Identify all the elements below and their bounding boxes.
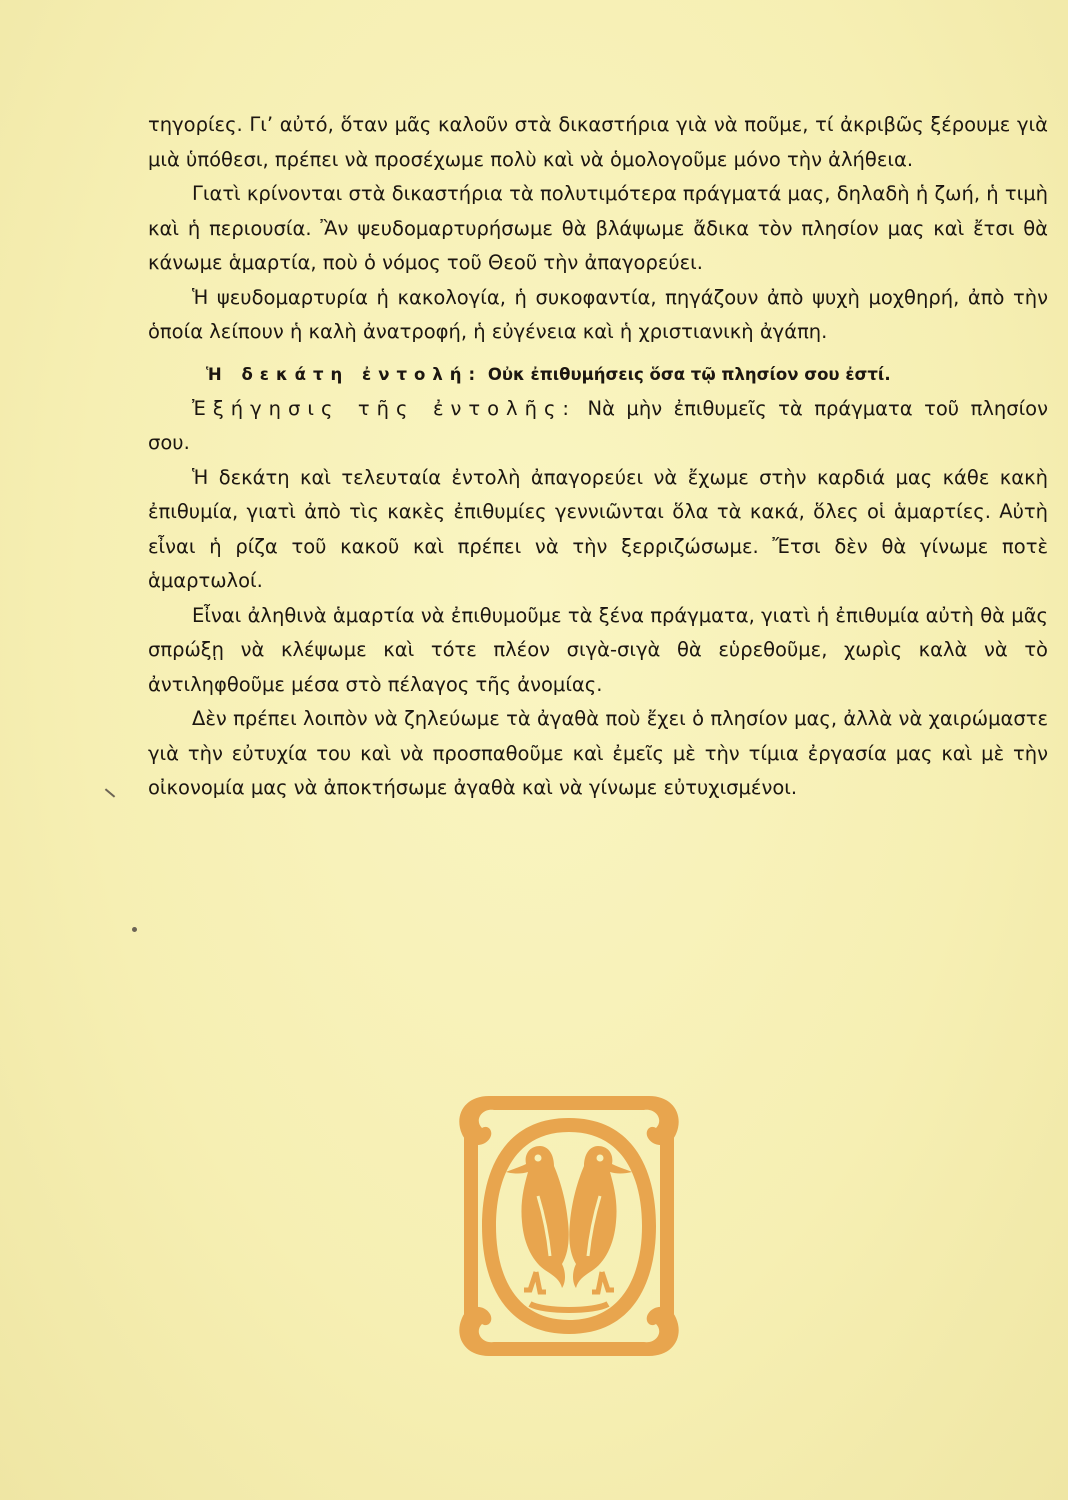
paragraph-4: Ἡ δεκάτη καὶ τελευταία ἐντολὴ ἀπαγορεύει νὰ ἔχωμε στὴν καρδιά μας κάθε κακὴ ἐπιθυμία, γιατὶ ἀπὸ τὶς κακὲς ἐπιθυμίες γεννιῶνται ὅλα τὰ κακά, ὅλες οἱ ἁμαρτίες. Αὐτὴ εἶναι ἡ ρίζα τοῦ κακοῦ καὶ πρέπει νὰ τὴν ξερριζώσωμε. Ἔτσι δὲν θὰ γίνωμε ποτὲ ἁμαρτωλοί. bbox=[148, 465, 1048, 592]
explanation bbox=[148, 392, 1048, 461]
commandment-text: Οὐκ ἐπιθυμήσεις ὅσα τῷ πλησίον σου ἐστί. bbox=[487, 364, 891, 384]
paragraph-2: Γιατὶ κρίνονται στὰ δικαστήρια τὰ πολυτιμότερα πράγματά μας, δηλαδὴ ἡ ζωή, ἡ τιμὴ καὶ ἡ περιουσία. Ἂν ψευδομαρτυρήσωμε θὰ βλάψωμε ἄδικα τὸν πλησίον μας καὶ ἔτσι θὰ κάνωμε ἁμαρτία, ποὺ ὁ νόμος τοῦ Θεοῦ τὴν ἀπαγορεύει. bbox=[148, 182, 1048, 274]
explanation-label: Ἐξήγησις τῆς ἐντολῆς: bbox=[192, 396, 576, 420]
margin-mark bbox=[105, 788, 115, 797]
paragraph-5: Εἶναι ἀληθινὰ ἁμαρτία νὰ ἐπιθυμοῦμε τὰ ξένα πράγματα, γιατὶ ἡ ἐπιθυμία αὐτὴ θὰ μᾶς σπρώξῃ νὰ κλέψωμε καὶ τότε πλέον σιγὰ-σιγὰ θὰ εὑρεθοῦμε, χωρὶς καλὰ νὰ τὸ ἀντιληφθοῦμε μέσα στὸ πέλαγος τῆς ἀνομίας. bbox=[148, 603, 1048, 696]
paragraph-1: τηγορίες. Γι’ αὐτό, ὅταν μᾶς καλοῦν στὰ δικαστήρια γιὰ νὰ ποῦμε, τί ἀκριβῶς ξέρουμε γιὰ μιὰ ὑπόθεσι, πρέπει νὰ προσέχωμε πολὺ καὶ νὰ ὁμολογοῦμε μόνο τὴν ἀλήθεια. bbox=[148, 113, 1048, 171]
paragraph-3: Ἡ ψευδομαρτυρία ἡ κακολογία, ἡ συκοφαντία, πηγάζουν ἀπὸ ψυχὴ μοχθηρή, ἀπὸ τὴν ὁποία λείπουν ἡ καλὴ ἀνατροφή, ἡ εὐγένεια καὶ ἡ χριστιανικὴ ἀγάπη. bbox=[148, 285, 1048, 343]
commandment-label: Ἡ δεκάτη ἐντολή: bbox=[206, 364, 483, 384]
margin-dot bbox=[132, 927, 137, 932]
explanation-text: Νὰ μὴν ἐπιθυμεῖς τὰ πράγματα τοῦ πλησίον σου. bbox=[148, 396, 1049, 454]
commandment-heading bbox=[148, 360, 1048, 390]
page-text bbox=[148, 108, 1048, 806]
two-birds-ornament-icon bbox=[444, 1076, 694, 1376]
paragraph-6: Δὲν πρέπει λοιπὸν νὰ ζηλεύωμε τὰ ἀγαθὰ ποὺ ἔχει ὁ πλησίον μας, ἀλλὰ νὰ χαιρώμαστε γιὰ τὴν εὐτυχία του καὶ νὰ προσπαθοῦμε καὶ ἐμεῖς μὲ τὴν τίμια ἐργασία μας καὶ μὲ τὴν οἰκονομία μας νὰ ἀποκτήσωμε ἀγαθὰ καὶ νὰ γίνωμε εὐτυχισμένοι. bbox=[148, 707, 1048, 799]
